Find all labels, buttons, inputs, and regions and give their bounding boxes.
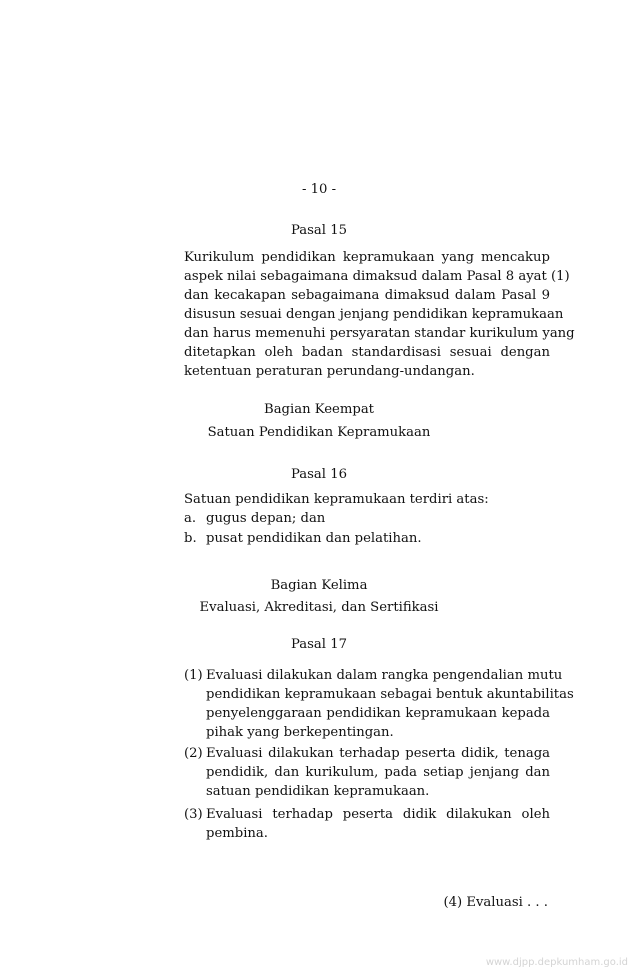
bagian-keempat-heading: Bagian Keempat — [264, 402, 374, 417]
text-line: dan harus memenuhi persyaratan standar kurikulum yang — [184, 326, 575, 341]
text-line: pendidikan kepramukaan sebagai bentuk akuntabilitas — [206, 687, 574, 702]
text-line: penyelenggaraan pendidikan kepramukaan kepada — [206, 706, 550, 721]
text-line: Evaluasi terhadap peserta didik dilakukan oleh — [206, 807, 550, 822]
text-line: dan kecakapan sebagaimana dimaksud dalam Pasal 9 — [184, 288, 550, 303]
pasal-17-item-3 — [184, 805, 550, 843]
text-line: Evaluasi dilakukan dalam rangka pengendalian mutu — [206, 668, 563, 683]
text-line: Evaluasi dilakukan terhadap peserta didik, tenaga — [206, 746, 550, 761]
pasal-17-item-2 — [184, 744, 550, 801]
pasal-15-heading: Pasal 15 — [291, 223, 347, 238]
item-number: (2) — [184, 746, 203, 761]
text-line: satuan pendidikan kepramukaan. — [206, 784, 430, 799]
pasal-16-heading: Pasal 16 — [291, 467, 347, 482]
pasal-16-intro: Satuan pendidikan kepramukaan terdiri atas: — [184, 492, 489, 507]
bagian-kelima-heading: Bagian Kelima — [270, 578, 368, 593]
page-number: - 10 - — [301, 182, 337, 197]
pasal-17-item-1 — [184, 666, 574, 742]
text-line: Kurikulum pendidikan kepramukaan yang mencakup — [184, 250, 550, 265]
item-number: (3) — [184, 807, 203, 822]
pasal-17-heading: Pasal 17 — [291, 637, 347, 652]
bagian-kelima-subtitle: Evaluasi, Akreditasi, dan Sertifikasi — [199, 600, 439, 615]
text-line: pembina. — [206, 826, 268, 841]
list-item: gugus depan; dan — [206, 511, 326, 526]
list-item-marker: b. — [184, 531, 197, 546]
watermark: www.djpp.depkumham.go.id — [485, 957, 628, 968]
list-item: pusat pendidikan dan pelatihan. — [206, 531, 422, 546]
text-line: ketentuan peraturan perundang-undangan. — [184, 364, 475, 379]
pasal-15-paragraph — [184, 248, 575, 381]
text-line: aspek nilai sebagaimana dimaksud dalam Pasal 8 ayat (1) — [184, 269, 570, 284]
item-number: (1) — [184, 668, 203, 683]
text-line: ditetapkan oleh badan standardisasi sesuai dengan — [184, 345, 550, 360]
text-line: pendidik, dan kurikulum, pada setiap jenjang dan — [206, 765, 550, 780]
text-line: pihak yang berkepentingan. — [206, 725, 394, 740]
list-item-marker: a. — [184, 511, 197, 526]
bagian-keempat-subtitle: Satuan Pendidikan Kepramukaan — [207, 425, 431, 440]
continuation-note: (4) Evaluasi . . . — [443, 895, 548, 910]
text-line: disusun sesuai dengan jenjang pendidikan kepramukaan — [184, 307, 564, 322]
